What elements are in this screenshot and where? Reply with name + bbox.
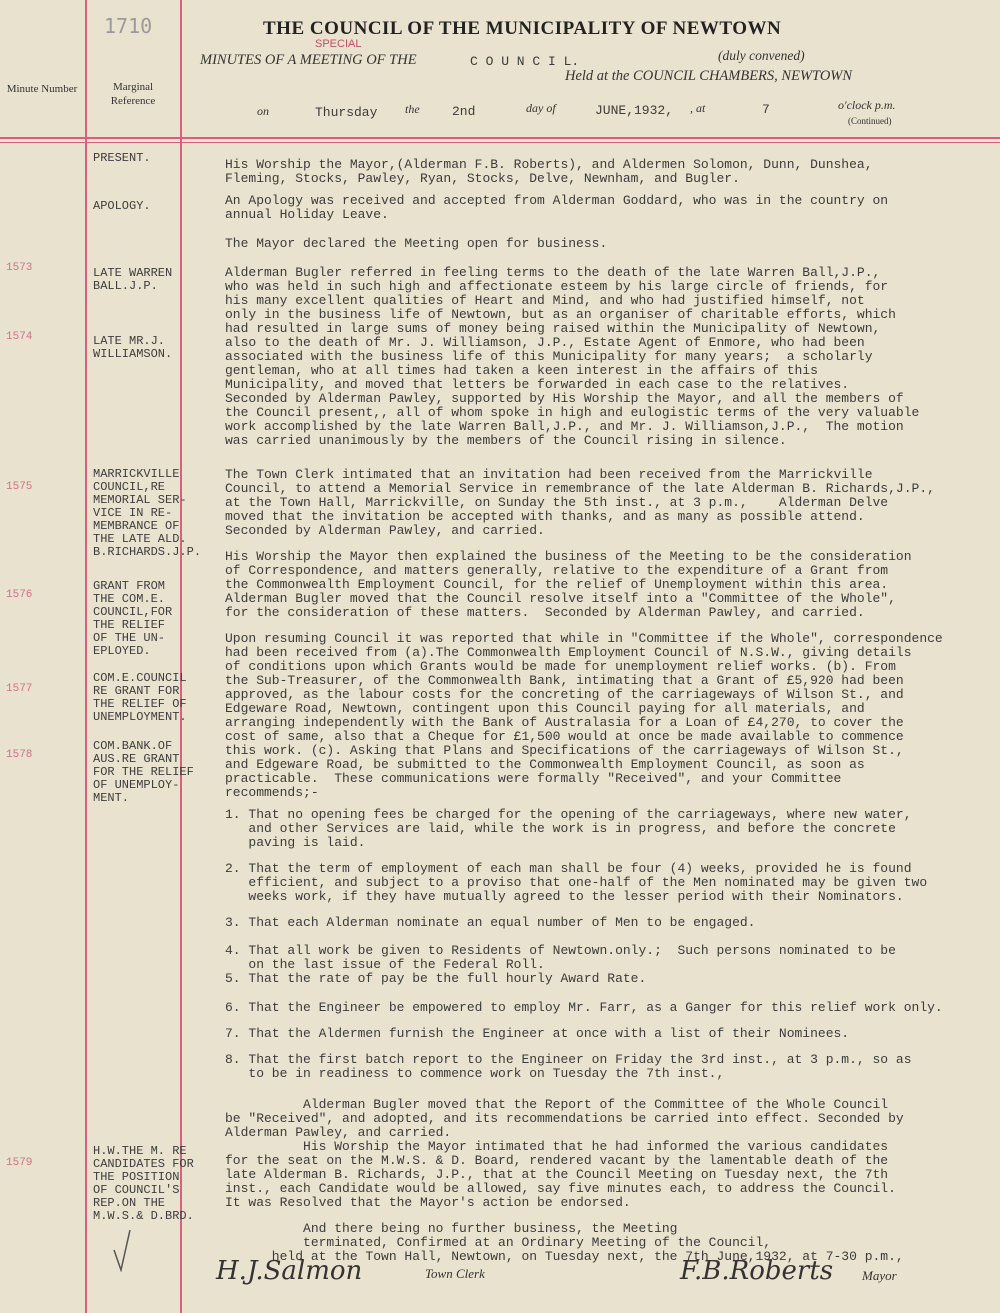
meeting-date: 2nd	[452, 104, 476, 119]
minute-number-1574: 1574	[6, 331, 33, 343]
pencil-folio-number: 1710	[104, 14, 153, 38]
header-rule-secondary	[0, 142, 1000, 143]
mayor-label: Mayor	[862, 1268, 897, 1283]
minute-number-1579: 1579	[6, 1157, 33, 1169]
minute-number-1577: 1577	[6, 683, 33, 695]
margin-late-williamson: LATE MR.J. WILLIAMSON.	[93, 334, 173, 361]
margin-mwsdb-candidates: H.W.THE M. RE CANDIDATES FOR THE POSITION OF COUNCIL'S REP.ON THE M.W.S.& D.BRD.	[93, 1144, 194, 1223]
entry-committee-report: Upon resuming Council it was reported that while in "Committee if the Whole", correspondence had been received from (a).The Commonwealth Employment Council of N.S.W., giving details of conditions upon which Grants would be made for unemployment relief works. (b). From the Sub-Treasurer, of the Commonwealth Bank, intimating that a Grant of £5,920 had been approved, as the labour costs for the concreting of the carriageways of Wilson St., and Edgeware Road, Newtown, contingent upon this Council paying for all materials, and arranging independently with the Bank of Australasia for a Loan of £4,270, to cover the cost of same, also that a Cheque for £1,500 would at once be made available to commence this work. (c). Asking that Plans and Specifications of the carriageways of Wilson St., and Edgeware Road, be submitted to the Commonwealth Employment Council, as soon as practicable. These communications were formally "Received", and your Committee recommends;-	[225, 631, 943, 800]
margin-late-warren-ball: LATE WARREN BALL.J.P.	[93, 266, 173, 293]
oclock-label: o'clock p.m.	[838, 98, 896, 112]
margin-com-bank: COM.BANK.OF AUS.RE GRANT FOR THE RELIEF OF UNEMPLOY- MENT.	[93, 739, 194, 805]
continued-label: (Continued)	[848, 116, 892, 126]
meeting-day: Thursday	[315, 105, 378, 120]
recommendation-6: 6. That the Engineer be empowered to employ Mr. Farr, as a Ganger for this relief work only.	[225, 1000, 943, 1015]
margin-com-e-council: COM.E.COUNCIL RE GRANT FOR THE RELIEF OF UNEMPLOYMENT.	[93, 671, 187, 724]
minute-number-1576: 1576	[6, 589, 33, 601]
recommendation-2: 2. That the term of employment of each man shall be four (4) weeks, provided he is found efficient, and subject to a proviso that one-half of the Men nominated may be given two weeks work, if they have mutually agreed to the lesser period with their Nominators.	[225, 861, 928, 904]
tick-mark	[112, 1228, 132, 1272]
entry-present: His Worship the Mayor,(Alderman F.B. Roberts), and Aldermen Solomon, Dunn, Dunshea, Fleming, Stocks, Pawley, Ryan, Stocks, Delve, Newnham, and Bugler.	[225, 157, 873, 186]
entry-apology: An Apology was received and accepted from Alderman Goddard, who was in the country on annual Holiday Leave.	[225, 193, 889, 222]
margin-grant-relief: GRANT FROM THE COM.E. COUNCIL,FOR THE RELIEF OF THE UN- EPLOYED.	[93, 579, 173, 658]
recommendation-7: 7. That the Aldermen furnish the Engineer at once with a list of their Nominees.	[225, 1026, 850, 1041]
closing-paragraph: And there being no further business, the Meeting terminated, Confirmed at an Ordinary Meeting of the Council, held at the Town Hall, Newtown, on Tuesday next, the 7th June,1932, at 7-30 p.m.,	[271, 1221, 904, 1264]
held-at: Held at the COUNCIL CHAMBERS, NEWTOWN	[565, 68, 853, 84]
margin-column-rule	[180, 0, 182, 1313]
on-label: on	[257, 104, 269, 118]
mayor-signature: F.B.Roberts	[680, 1256, 834, 1286]
entry-grant-relief: His Worship the Mayor then explained the business of the Meeting to be the consideration of Correspondence, and matters generally, relative to the expenditure of a Grant from the Commonwealth Employment Council, for the relief of Unemployment within this area. Alderman Bugler moved that the Council resolve itself into a "Committee of the Whole", for the consideration of these matters. Seconded by Alderman Pawley, and carried.	[225, 549, 912, 620]
entry-late-warren-ball: Alderman Bugler referred in feeling terms to the death of the late Warren Ball,J.P., who was held in such high and affectionate esteem by his large circle of friends, for his many excellent qualities of Heart and Mind, and who had justified himself, not only in the business life of Newtown, but as an organiser of charitable efforts, which had resulted in large sums of money being raised within the Municipality of Newtown, also to the death of Mr. J. Williamson, J.P., Estate Agent of Enmore, who had been associated with the business life of this Municipality for many years; a scholarly gentleman, who at all times had taken a keen interest in the affairs of this Municipality, and moved that letters be forwarded in each case to the relatives. Seconded by Alderman Pawley, supported by His Worship the Mayor, and all the members of the Council present,, all of whom spoke in high and eulogistic terms of the very valuable work accomplished by the late Warren Ball,J.P., and Mr. J. Williamson,J.P., The motion was carried unanimously by the members of the Council rising in silence.	[225, 265, 920, 448]
town-clerk-signature: H.J.Salmon	[216, 1256, 363, 1286]
at-label: , at	[690, 101, 706, 115]
recommendation-5: 5. That the rate of pay be the full hourly Award Rate.	[225, 971, 647, 986]
meeting-hour: 7	[762, 102, 770, 117]
minutes-prefix: MINUTES OF A MEETING OF THE	[200, 52, 417, 68]
entry-report-adopted: Alderman Bugler moved that the Report of the Committee of the Whole Council be "Received", and adopted, and its recommendations be carried into effect. Seconded by Alderman Pawley, and carried.	[225, 1097, 904, 1140]
recommendation-8: 8. That the first batch report to the Engineer on Friday the 3rd inst., at 3 p.m., so as to be in readiness to commence work on Tuesday the 7th inst.,	[225, 1052, 912, 1081]
council-typed: C O U N C I L.	[470, 54, 580, 69]
header-rule	[0, 137, 1000, 139]
minute-number-1578: 1578	[6, 749, 33, 761]
entry-meeting-open: The Mayor declared the Meeting open for business.	[225, 236, 608, 251]
the-label: the	[405, 102, 420, 116]
recommendation-1: 1. That no opening fees be charged for the opening of the carriageways, where new water, and other Services are laid, while the work is in progress, and before the concrete paving is laid.	[225, 807, 912, 850]
minute-number-header: Minute Number	[6, 83, 78, 95]
recommendation-3: 3. That each Alderman nominate an equal number of Men to be engaged.	[225, 915, 756, 930]
minute-number-1575: 1575	[6, 481, 33, 493]
special-insert: SPECIAL	[315, 38, 362, 50]
marginal-reference-header: Marginal Reference	[110, 81, 156, 107]
document-title: THE COUNCIL OF THE MUNICIPALITY OF NEWTOWN	[263, 18, 782, 39]
entry-marrickville-memorial: The Town Clerk intimated that an invitation had been received from the Marrickville Council, to attend a Memorial Service in remembrance of the late Alderman B. Richards,J.P., at the Town Hall, Marrickville, on Sunday the 5th inst., at 3 p.m., Alderman Delve moved that the invitation be accepted with thanks, and as many as possible attend. Seconded by Alderman Pawley, and carried.	[225, 467, 935, 538]
minute-number-1573: 1573	[6, 262, 33, 274]
duly-convened: (duly convened)	[718, 48, 805, 63]
day-of-label: day of	[526, 101, 556, 115]
margin-marrickville-memorial: MARRICKVILLE COUNCIL,RE MEMORIAL SER- VICE IN RE- MEMBRANCE OF THE LATE ALD. B.RICHARDS.J.P.	[93, 467, 202, 559]
margin-apology: APOLOGY.	[93, 199, 151, 213]
meeting-month-year: JUNE,1932,	[595, 103, 674, 118]
town-clerk-label: Town Clerk	[425, 1266, 485, 1281]
margin-present: PRESENT.	[93, 151, 151, 165]
minute-column-rule	[85, 0, 87, 1313]
recommendation-4: 4. That all work be given to Residents of Newtown.only.; Such persons nominated to be on the last issue of the Federal Roll.	[225, 943, 896, 972]
entry-mwsdb-candidates: His Worship the Mayor intimated that he had informed the various candidates for the seat on the M.W.S. & D. Board, rendered vacant by the lamentable death of the late Alderman B. Richards, J.P., that at the Council Meeting on Tuesday next, the 7th inst., each Candidate would be allowed, say five minutes each, to address the Council. It was Resolved that the Mayor's action be endorsed.	[225, 1139, 896, 1210]
